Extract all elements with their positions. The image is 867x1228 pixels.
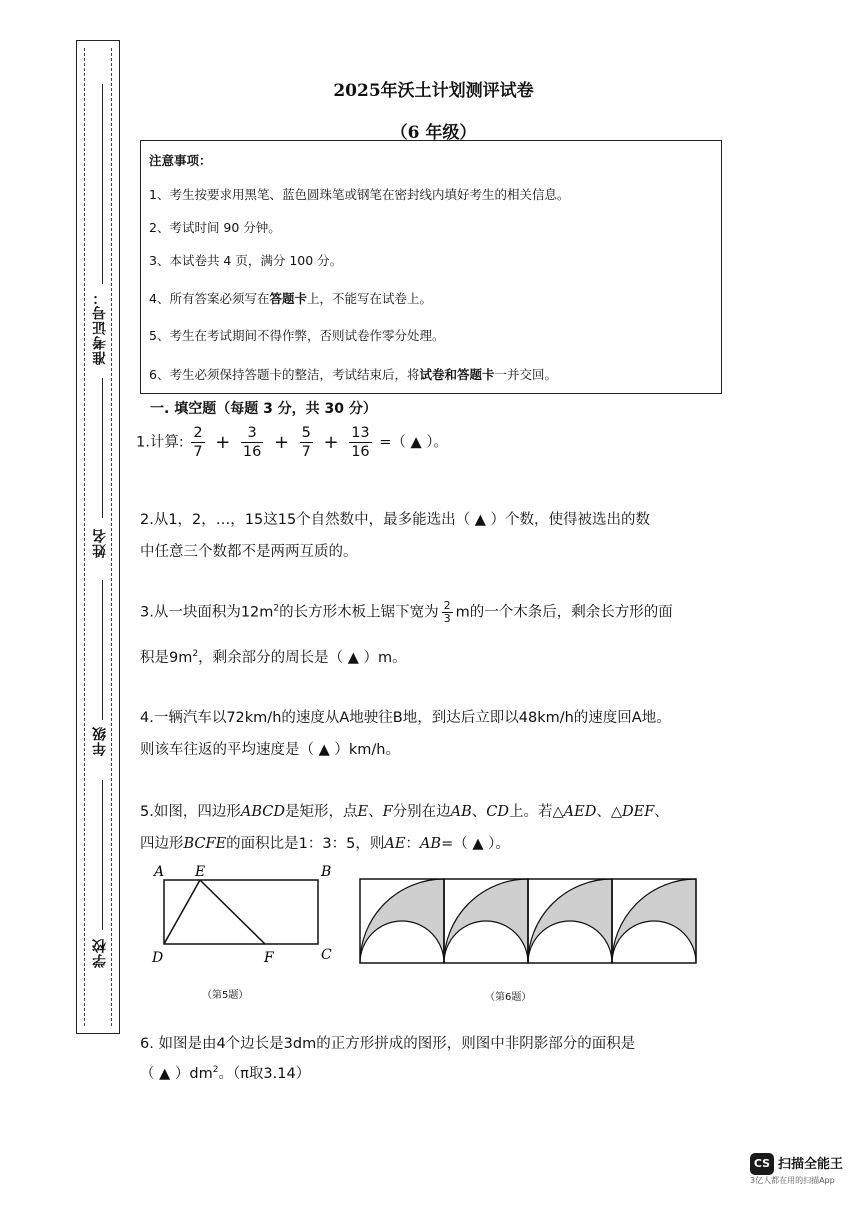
shaded-region [612, 879, 696, 963]
scanner-watermark [750, 1152, 860, 1186]
point-label-c: C [321, 947, 332, 963]
question-2-line-1: 2.从1，2，…，15这15个自然数中，最多能选出（ ▲ ）个数，使得被选出的数 [140, 512, 651, 528]
question-5-line-2: 四边形BCFE的面积比是1：3：5，则AE：AB=（ ▲ ）。 [140, 836, 510, 852]
point-label-b: B [321, 864, 332, 880]
question-3-line-1: 3.从一块面积为$12m^2$的长方形木板上锯下宽为 $\frac{2}{3}$ m的一个木条后，剩余长方形的面 [140, 599, 673, 625]
grade-label: 年级 [92, 726, 108, 756]
notice-heading: 注意事项： [149, 153, 212, 168]
notice-box [140, 140, 722, 394]
point-label-a: A [154, 864, 165, 880]
notice-item: 2、考试时间 90 分钟。 [149, 220, 281, 235]
exam-grade: （6 年级） [390, 123, 477, 143]
question-4-line-1: 4.一辆汽车以72km/h的速度从A地驶往B地，到达后立即以48km/h的速度回A地。 [140, 710, 671, 726]
notice-item: 6、考生必须保持答题卡的整洁，考试结束后，将试卷和答题卡一并交回。 [149, 367, 557, 382]
segment-ef [200, 880, 265, 944]
question-6-line-2: （ ▲ ）$dm^2$。（π取3.14） [140, 1065, 311, 1082]
fraction-numerator: 2 [193, 425, 203, 441]
notice-item: 5、考生在考试期间不得作弊，否则试卷作零分处理。 [149, 328, 445, 343]
fraction-numerator: 3 [241, 424, 263, 443]
school-blank [102, 780, 103, 930]
point-label-d: D [152, 950, 164, 966]
shaded-region [360, 879, 444, 963]
notice-item: 4、所有答案必须写在答题卡上，不能写在试卷上。 [149, 291, 432, 306]
question-3-line-2: 积是$9m^2$，剩余部分的周长是（ ▲ ）m。 [140, 649, 407, 666]
fraction-denominator: 7 [193, 444, 203, 460]
shaded-region [444, 879, 528, 963]
notice-item: 3、本试卷共 4 页，满分 100 分。 [149, 253, 343, 268]
question-4-line-2: 则该车往返的平均速度是（ ▲ ）km/h。 [140, 742, 400, 758]
fraction-numerator: 13 [351, 425, 370, 441]
question-2-line-2: 中任意三个数都不是两两互质的。 [140, 544, 358, 560]
figure-6-caption: （第6题） [485, 992, 532, 1003]
scanner-app-name: 扫描全能王 [778, 1157, 844, 1172]
notice-item: 1、考生按要求用黑笔、蓝色圆珠笔或钢笔在密封线内填好考生的相关信息。 [149, 187, 570, 202]
section-heading: 一. 填空题（每题 3 分，共 30 分） [150, 401, 377, 417]
segment-de [164, 880, 200, 944]
exam-number-blank [102, 84, 103, 284]
scanner-tagline: 3亿人都在用的扫描App [750, 1176, 835, 1185]
point-label-f: F [264, 950, 274, 966]
school-label: 学校 [92, 938, 108, 968]
camscanner-logo-icon: CS [750, 1153, 774, 1175]
name-label: 姓名 [92, 528, 108, 558]
exam-number-label: 准考证号： [92, 290, 108, 365]
rectangle-abcd [164, 880, 318, 944]
figure-5-caption: （第5题） [202, 990, 249, 1001]
name-blank [102, 378, 103, 518]
fraction-denominator: 7 [301, 444, 311, 460]
grade-blank [102, 580, 103, 720]
question-1: 1.计算: $\frac{2}{7}$ + $\frac{3}{16}$ + $\frac{5}{7}$ + $\frac{13}{16}$ =（ ▲ ）。 [136, 425, 449, 460]
point-label-e: E [195, 864, 206, 880]
exam-title: 2025年沃土计划测评试卷 [333, 81, 534, 101]
question-5-line-1: 5.如图，四边形ABCD是矩形，点E、F分别在边AB、CD上。若△AED、△DEF、 [140, 804, 669, 820]
question-6-line-1: 6. 如图是由4个边长是3dm的正方形拼成的图形，则图中非阴影部分的面积是 [140, 1036, 636, 1052]
figure-6 [356, 876, 700, 966]
shaded-region [528, 879, 612, 963]
fraction-denominator: 16 [242, 444, 262, 460]
figure-5 [140, 856, 350, 974]
fraction-numerator: 5 [301, 425, 311, 441]
fraction-denominator: 16 [351, 444, 370, 460]
